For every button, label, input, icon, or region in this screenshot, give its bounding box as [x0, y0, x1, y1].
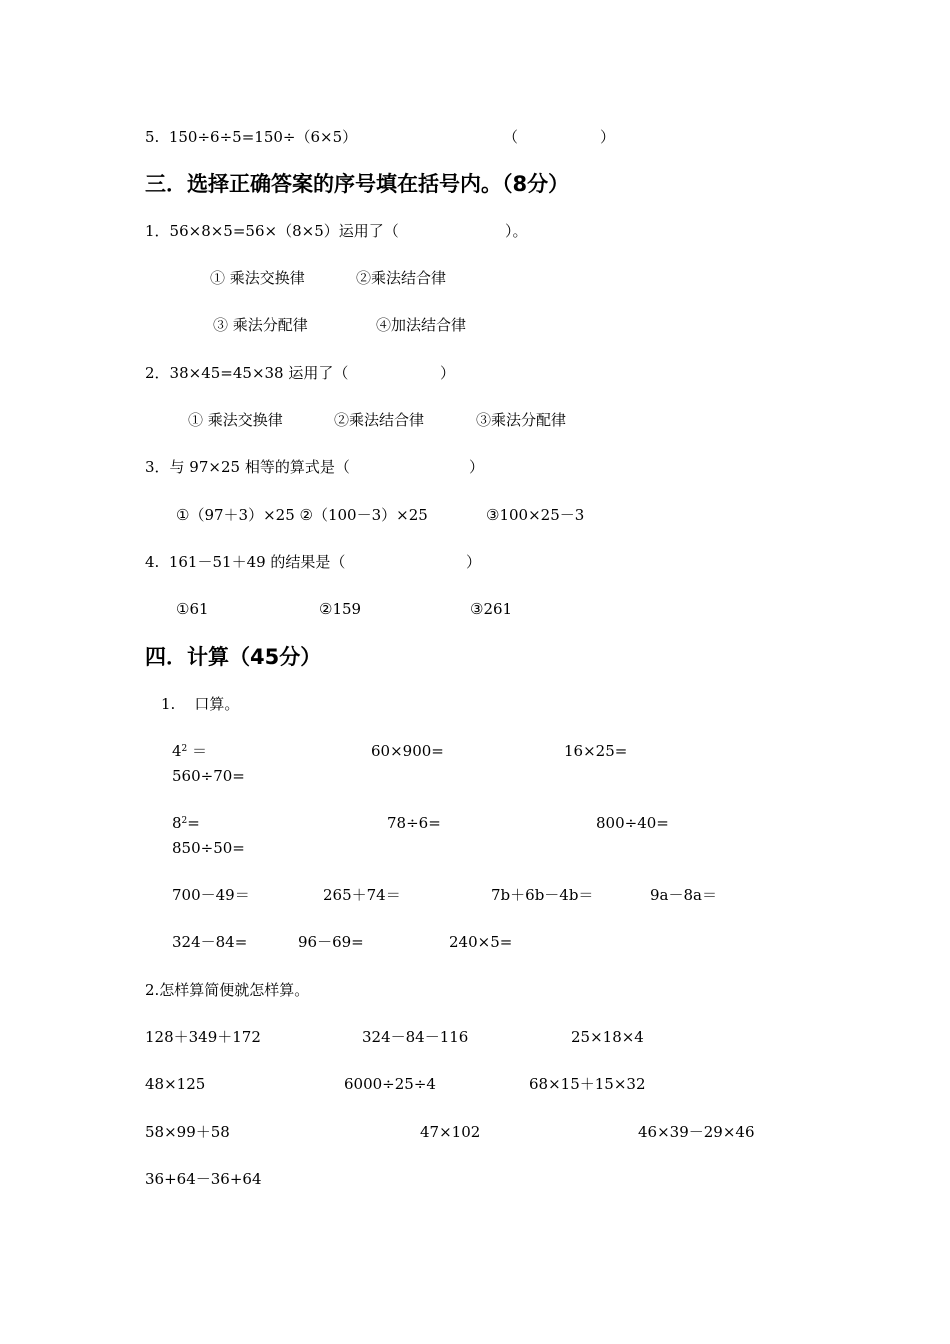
oral-r3-d: 9a－8a＝	[650, 886, 717, 904]
oral-r2-c: 800÷40=	[596, 814, 669, 832]
simplify-r1-c: 25×18×4	[571, 1028, 644, 1046]
answer-bracket-open: （	[503, 128, 519, 146]
simplify-r2-b: 6000÷25÷4	[344, 1075, 436, 1093]
choice-question-1-tail: ）。	[505, 222, 528, 240]
choice-question-3-tail: ）	[469, 458, 485, 476]
choice-question-4: 4. 161－51＋49 的结果是（	[145, 553, 346, 571]
oral-r3-c: 7b＋6b－4b＝	[491, 886, 594, 904]
simplify-r2-a: 48×125	[145, 1075, 206, 1093]
judgement-item-5: 5. 150÷6÷5=150÷（6×5）	[145, 128, 358, 146]
choice-question-1: 1．56×8×5=56×（8×5）运用了（	[145, 222, 399, 240]
oral-r1-b: 60×900=	[371, 742, 444, 760]
choice-question-4-tail: ）	[466, 553, 482, 571]
simplify-r2-c: 68×15＋15×32	[529, 1075, 646, 1093]
oral-r2-d: 850÷50=	[172, 839, 245, 857]
q1-option-1: ① 乘法交换律	[210, 269, 305, 287]
choice-question-2: 2．38×45=45×38 运用了（	[145, 364, 349, 382]
simplify-r3-b: 47×102	[420, 1123, 481, 1141]
q1-option-3: ③ 乘法分配律	[213, 316, 308, 334]
oral-r3-b: 265＋74＝	[323, 886, 401, 904]
oral-calc-title: 1. 口算。	[161, 695, 240, 713]
simplify-r3-c: 46×39－29×46	[638, 1123, 755, 1141]
oral-r1-a: $4^2$ ＝	[172, 742, 208, 760]
oral-r1-d: 560÷70=	[172, 767, 245, 785]
section-3-heading: 三．选择正确答案的序号填在括号内。（8分）	[145, 172, 570, 196]
simplify-r4-a: 36+64－36+64	[145, 1170, 262, 1188]
oral-r1-c: 16×25=	[564, 742, 628, 760]
simplify-r1-a: 128＋349＋172	[145, 1028, 261, 1046]
q4-option-2: ②159	[319, 600, 362, 618]
section-4-heading: 四．计算（45分）	[145, 645, 322, 669]
oral-r2-b: 78÷6=	[387, 814, 441, 832]
q4-option-1: ①61	[176, 600, 209, 618]
choice-question-3: 3．与 97×25 相等的算式是（	[145, 458, 350, 476]
simplify-r3-a: 58×99＋58	[145, 1123, 230, 1141]
q1-option-4: ④加法结合律	[376, 316, 467, 334]
simplify-r1-b: 324－84－116	[362, 1028, 469, 1046]
choice-question-2-tail: ）	[440, 364, 456, 382]
oral-r2-a: $8^2=$	[172, 814, 200, 832]
simplify-title: 2.怎样算简便就怎样算。	[145, 981, 310, 999]
q1-option-2: ②乘法结合律	[356, 269, 447, 287]
q3-option-1-2: ①（97＋3）×25 ②（100－3）×25	[176, 506, 428, 524]
oral-r3-a: 700－49＝	[172, 886, 250, 904]
oral-r4-c: 240×5=	[449, 933, 513, 951]
answer-bracket-close: ）	[600, 128, 616, 146]
q2-option-3: ③乘法分配律	[476, 411, 567, 429]
oral-r4-b: 96－69=	[298, 933, 364, 951]
q4-option-3: ③261	[470, 600, 513, 618]
q3-option-3: ③100×25－3	[486, 506, 585, 524]
oral-r4-a: 324－84=	[172, 933, 248, 951]
q2-option-1: ① 乘法交换律	[188, 411, 283, 429]
q2-option-2: ②乘法结合律	[334, 411, 425, 429]
